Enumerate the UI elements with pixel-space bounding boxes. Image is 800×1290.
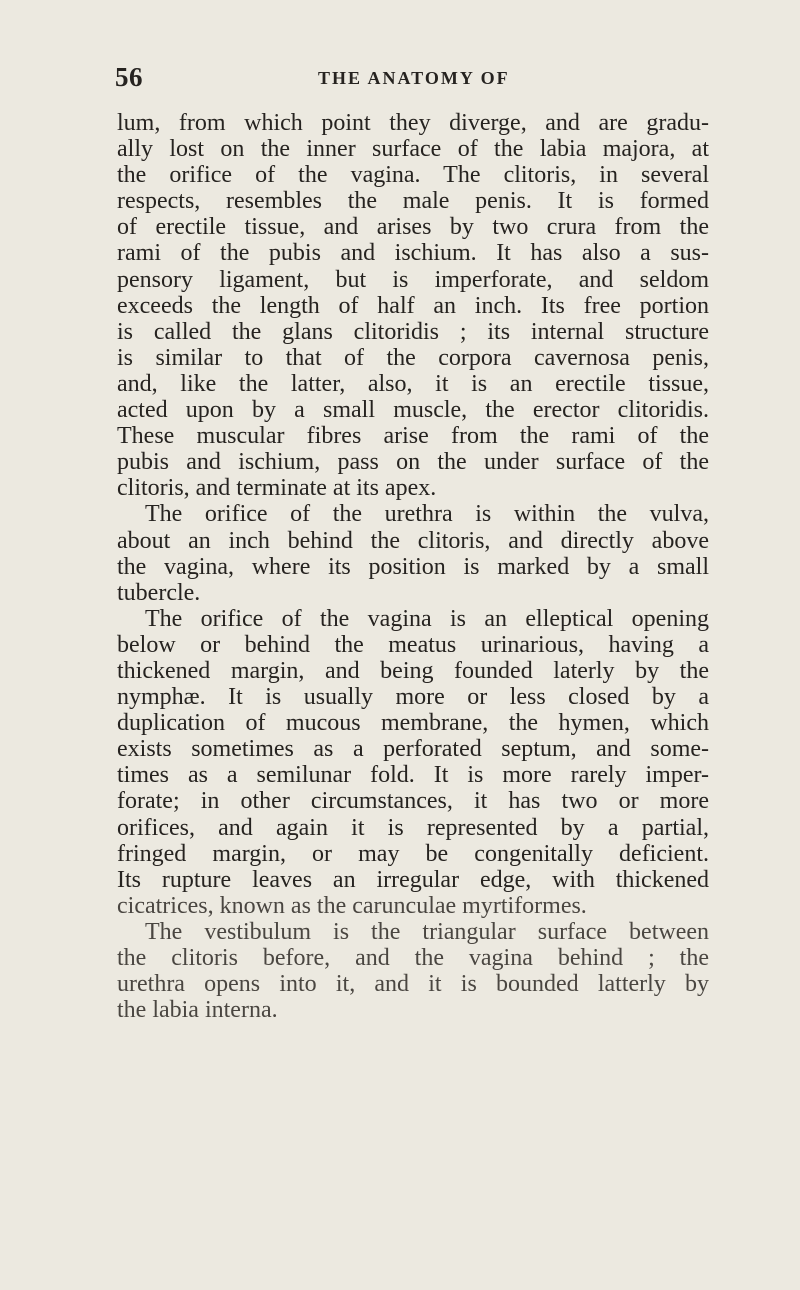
text-line: lum, from which point they diverge, and are gradu- — [117, 110, 709, 136]
text-line: thickened margin, and being founded laterly by the — [117, 657, 709, 684]
text-line: forate; in other circumstances, it has two or more — [117, 788, 709, 815]
text-line: nymphæ. It is usually more or less closed by a — [117, 684, 709, 711]
text-line: the labia interna. — [117, 997, 278, 1024]
text-line: rami of the pubis and ischium. It has also a sus- — [117, 240, 709, 267]
text-line: the vagina, where its position is marked by a small — [117, 553, 709, 580]
page-header — [115, 62, 707, 92]
text-line: clitoris, and terminate at its apex. — [117, 475, 437, 502]
text-line: times as a semilunar fold. It is more rarely imper- — [117, 762, 709, 789]
text-line: and, like the latter, also, it is an erectile tissue, — [117, 370, 709, 397]
text-line: exceeds the length of half an inch. Its free portion — [117, 292, 709, 319]
text-line: urethra opens into it, and it is bounded latterly by — [117, 971, 709, 998]
text-line: pensory ligament, but is imperforate, and seldom — [117, 266, 709, 293]
text-line: acted upon by a small muscle, the erector clitoridis. — [117, 397, 709, 424]
text-line: the clitoris before, and the vagina behind ; the — [117, 945, 709, 971]
body-text — [117, 110, 709, 1023]
text-line: the orifice of the vagina. The clitoris, in several — [117, 162, 709, 189]
text-line: These muscular fibres arise from the rami of the — [117, 423, 709, 450]
text-line: fringed margin, or may be congenitally deficient. — [117, 840, 709, 867]
text-line: exists sometimes as a perforated septum, and some- — [117, 736, 709, 763]
text-line: duplication of mucous membrane, the hymen, which — [117, 710, 709, 737]
text-line: Its rupture leaves an irregular edge, with thickened — [117, 866, 709, 893]
text-line: tubercle. — [117, 579, 201, 606]
text-line: respects, resembles the male penis. It is formed — [117, 188, 709, 215]
text-line: The vestibulum is the triangular surface between — [145, 918, 709, 945]
text-line: The orifice of the urethra is within the vulva, — [145, 501, 709, 528]
text-line: of erectile tissue, and arises by two crura from the — [117, 214, 709, 241]
page-number: 56 — [115, 62, 143, 92]
text-line: cicatrices, known as the carunculae myrtiformes. — [117, 892, 587, 919]
running-head: THE ANATOMY OF — [318, 68, 510, 88]
text-line: is called the glans clitoridis ; its internal structure — [117, 318, 709, 345]
text-line: The orifice of the vagina is an elleptical opening — [145, 605, 709, 632]
text-line: orifices, and again it is represented by a partial, — [117, 814, 709, 841]
text-line: ally lost on the inner surface of the labia majora, at — [117, 136, 709, 163]
text-line: pubis and ischium, pass on the under surface of the — [117, 449, 709, 476]
text-line: below or behind the meatus urinarious, having a — [117, 631, 709, 658]
text-line: is similar to that of the corpora cavernosa penis, — [117, 344, 709, 371]
text-line: about an inch behind the clitoris, and directly above — [117, 527, 709, 554]
